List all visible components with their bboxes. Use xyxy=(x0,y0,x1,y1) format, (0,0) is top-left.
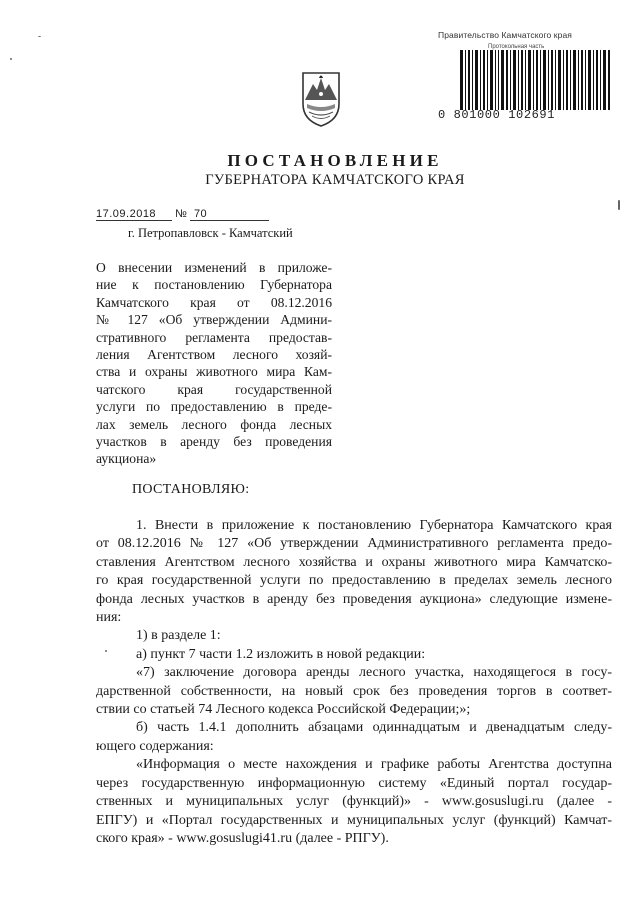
document-city: г. Петропавловск - Камчатский xyxy=(128,226,293,240)
subject-line: лах земель лесного фонда лесных xyxy=(96,416,332,432)
scan-speck xyxy=(618,200,620,210)
barcode-number: 0 801000 102691 xyxy=(438,108,556,122)
body-line: 1) в разделе 1: xyxy=(136,628,221,644)
body-line: «7) заключение договора аренды лесного участка, находящегося в госу- xyxy=(136,665,612,681)
body-line: дарственной собственности, на новый срок без проведения торгов в соответ- xyxy=(96,683,612,699)
body-line: «Информация о месте нахождения и графике работы Агентства доступна xyxy=(136,757,612,773)
body-line: ющего содержания: xyxy=(96,738,214,754)
subject-line: услуги по предоставлению в преде- xyxy=(96,399,332,415)
subject-line: ние к постановлению Губернатора xyxy=(96,277,332,293)
stamp-organization: Правительство Камчатского края xyxy=(438,30,572,40)
scan-speck xyxy=(10,58,12,60)
body-line: 1. Внести в приложение к постановлению Губернатора Камчатского края xyxy=(136,518,612,533)
kamchatka-coat-of-arms-icon xyxy=(299,70,343,128)
body-line: ния: xyxy=(96,610,122,626)
subject-line: участков в аренду без проведения xyxy=(96,434,332,450)
scan-speck xyxy=(38,36,41,37)
subject-line: Камчатского края от 08.12.2016 xyxy=(96,294,332,310)
body-line: от 08.12.2016 № 127 «Об утверждении Административного регламента предо- xyxy=(96,536,612,552)
document-body xyxy=(96,517,612,848)
document-subject xyxy=(96,259,332,468)
scan-speck xyxy=(105,650,107,652)
body-line: фонда лесных участков в аренду без проведения аукциона» следующие измене- xyxy=(96,591,612,607)
body-line: го края государственной услуги по предоставлению в пределах земель лесного xyxy=(96,573,612,589)
body-line: через государственную информационную систему «Единый портал государ- xyxy=(96,775,612,791)
subject-line: ления Агентством лесного хозяй- xyxy=(96,347,332,363)
subject-line: ства и охраны животного мира Кам- xyxy=(96,364,332,380)
body-line: ского края» - www.gosuslugi41.ru (далее - РПГУ). xyxy=(96,830,389,846)
document-subtitle: ГУБЕРНАТОРА КАМЧАТСКОГО КРАЯ xyxy=(205,172,465,188)
document-number: 70 xyxy=(190,208,269,221)
subject-line: аукциона» xyxy=(96,451,157,467)
body-line: ствии со статьей 74 Лесного кодекса Российской Федерации;»; xyxy=(96,702,471,718)
document-title: ПОСТАНОВЛЕНИЕ xyxy=(227,151,443,170)
subject-line: чатского края государственной xyxy=(96,381,332,397)
stamp-section-label: Протокольная часть xyxy=(488,44,545,50)
number-label: № xyxy=(175,208,187,220)
subject-line: стративного регламента предостав- xyxy=(96,329,332,345)
body-line: ственных и муниципальных услуг (функций)» - www.gosuslugi.ru (далее - xyxy=(96,794,612,810)
date-number-line xyxy=(96,208,269,221)
body-line: ЕПГУ) и «Портал государственных и муниципальных услуг (функций) Камчат- xyxy=(96,812,612,828)
decree-word: ПОСТАНОВЛЯЮ: xyxy=(132,482,250,497)
subject-line: О внесении изменений в приложе- xyxy=(96,260,332,275)
subject-line: № 127 «Об утверждении Админи- xyxy=(96,312,332,328)
body-line: а) пункт 7 части 1.2 изложить в новой редакции: xyxy=(136,646,426,662)
document-date: 17.09.2018 xyxy=(96,208,172,221)
body-line: ставления Агентством лесного хозяйства и охраны животного мира Камчатско- xyxy=(96,554,612,570)
barcode-icon xyxy=(460,50,610,110)
body-line: б) часть 1.4.1 дополнить абзацами одиннадцатым и двенадцатым следу- xyxy=(136,720,612,736)
